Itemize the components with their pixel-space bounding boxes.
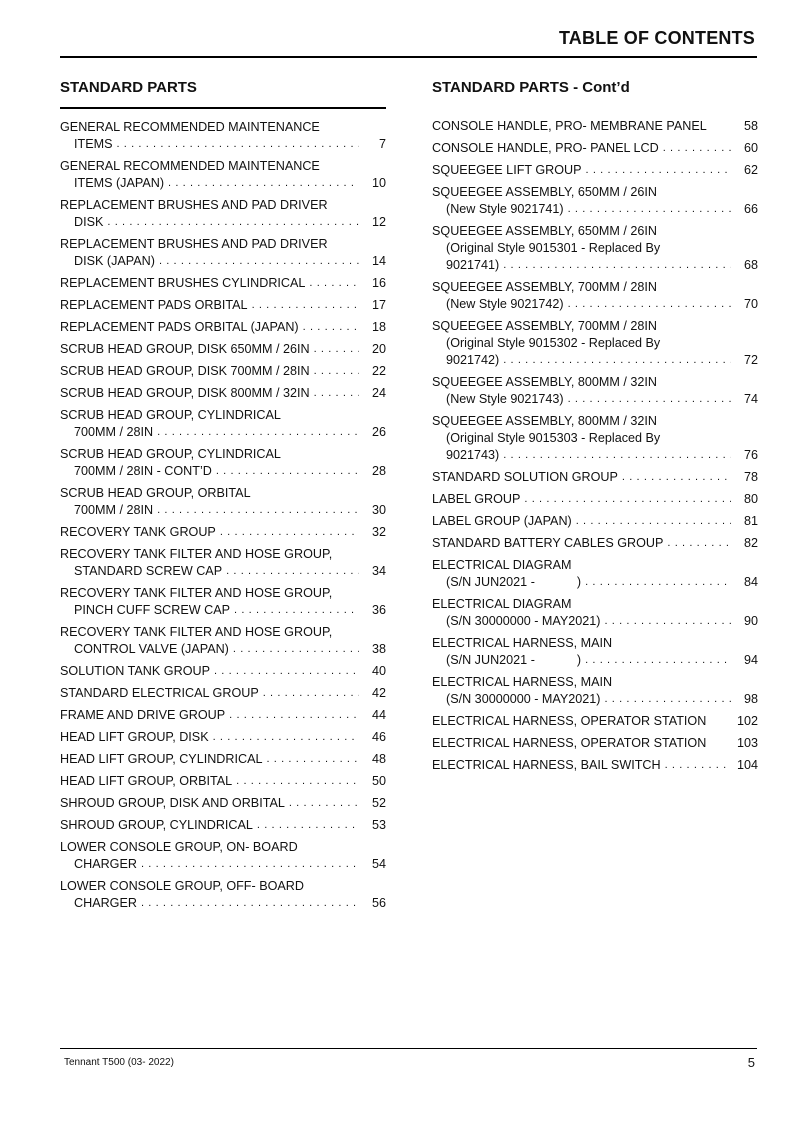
toc-entry[interactable] xyxy=(432,162,758,179)
toc-entry-title: SCRUB HEAD GROUP, DISK 700MM / 28IN xyxy=(60,364,310,378)
toc-entry-line xyxy=(432,757,758,774)
toc-entry-title: ELECTRICAL HARNESS, BAIL SWITCH xyxy=(432,758,661,772)
toc-page-number: 94 xyxy=(743,653,758,667)
toc-entry-line xyxy=(60,502,386,519)
toc-entry[interactable] xyxy=(60,795,386,812)
toc-entry-title: (New Style 9021742) xyxy=(446,297,564,311)
toc-entry[interactable] xyxy=(60,363,386,380)
toc-entry-line xyxy=(60,253,386,270)
dot-leader xyxy=(234,604,359,616)
toc-entry[interactable] xyxy=(60,773,386,790)
toc-entry-title: (Original Style 9015302 - Replaced By xyxy=(446,336,661,350)
toc-page-number: 30 xyxy=(371,503,386,517)
toc-entry-title: (New Style 9021741) xyxy=(446,202,564,216)
dot-leader xyxy=(576,515,731,527)
toc-entry[interactable] xyxy=(60,624,386,658)
toc-entry-title: 9021741) xyxy=(446,258,500,272)
toc-entry-line xyxy=(60,485,386,502)
toc-entry-line xyxy=(432,201,758,218)
toc-page-number: 50 xyxy=(371,774,386,788)
toc-entry-line xyxy=(432,574,758,591)
toc-entry-title: HEAD LIFT GROUP, ORBITAL xyxy=(60,774,233,788)
toc-entry[interactable] xyxy=(432,757,758,774)
dot-leader xyxy=(568,393,731,405)
toc-page-number: 98 xyxy=(743,692,758,706)
toc-entry-title: (Original Style 9015301 - Replaced By xyxy=(446,241,661,255)
toc-page-number: 104 xyxy=(736,758,758,772)
toc-entry-title: SCRUB HEAD GROUP, DISK 800MM / 32IN xyxy=(60,386,310,400)
toc-entry-line xyxy=(432,635,758,652)
toc-entry[interactable] xyxy=(432,118,758,135)
dot-leader xyxy=(314,343,359,355)
toc-page-number: 54 xyxy=(371,857,386,871)
toc-entry-line xyxy=(60,729,386,746)
toc-entry-line xyxy=(60,424,386,441)
toc-entry-line xyxy=(60,685,386,702)
toc-entry-title: CONSOLE HANDLE, PRO- PANEL LCD xyxy=(432,141,659,155)
toc-entry-line xyxy=(60,563,386,580)
dot-leader xyxy=(663,142,731,154)
toc-page-number: 34 xyxy=(371,564,386,578)
toc-entry-line xyxy=(60,385,386,402)
toc-entry[interactable] xyxy=(432,184,758,218)
toc-entry[interactable] xyxy=(432,491,758,508)
toc-entry-line xyxy=(432,391,758,408)
toc-entry-title: SQUEEGEE ASSEMBLY, 700MM / 28IN xyxy=(432,319,657,333)
page-title: TABLE OF CONTENTS xyxy=(558,28,755,48)
toc-entry-line xyxy=(60,663,386,680)
toc-entry[interactable] xyxy=(432,596,758,630)
toc-entry-line xyxy=(432,352,758,369)
toc-entry-line xyxy=(432,613,758,630)
toc-entry-title: DISK (JAPAN) xyxy=(74,254,155,268)
toc-entry-line xyxy=(60,624,386,641)
dot-leader xyxy=(229,709,359,721)
toc-entry-title: SQUEEGEE ASSEMBLY, 800MM / 32IN xyxy=(432,375,657,389)
toc-page-number: 81 xyxy=(743,514,758,528)
toc-entry-line xyxy=(432,513,758,530)
toc-entry-title: (S/N JUN2021 - ) xyxy=(446,653,582,667)
toc-entry[interactable] xyxy=(432,557,758,591)
toc-entry[interactable] xyxy=(432,413,758,464)
toc-entry-title: LOWER CONSOLE GROUP, ON- BOARD xyxy=(60,840,298,854)
toc-entry-title: SQUEEGEE LIFT GROUP xyxy=(432,163,582,177)
toc-entry-line xyxy=(432,735,758,752)
toc-entry-title: ELECTRICAL HARNESS, MAIN xyxy=(432,675,613,689)
toc-entry[interactable] xyxy=(60,158,386,192)
toc-page-number: 24 xyxy=(371,386,386,400)
toc-entry-line xyxy=(432,491,758,508)
section-heading: STANDARD PARTS - Cont’d xyxy=(432,79,630,96)
toc-page-number: 32 xyxy=(371,525,386,539)
toc-page-number: 36 xyxy=(371,603,386,617)
toc-entry[interactable] xyxy=(60,878,386,912)
toc-entry-title: RECOVERY TANK FILTER AND HOSE GROUP, xyxy=(60,625,333,639)
toc-entry[interactable] xyxy=(432,279,758,313)
toc-entry-line xyxy=(60,707,386,724)
toc-entry[interactable] xyxy=(432,140,758,157)
toc-page-number: 70 xyxy=(743,297,758,311)
toc-entry-title: 9021742) xyxy=(446,353,500,367)
toc-entry-line xyxy=(60,236,386,253)
toc-page-number: 48 xyxy=(371,752,386,766)
toc-entry[interactable] xyxy=(60,729,386,746)
toc-entry[interactable] xyxy=(432,513,758,530)
toc-entry-line xyxy=(60,214,386,231)
toc-page-number: 14 xyxy=(371,254,386,268)
toc-entry-title: (New Style 9021743) xyxy=(446,392,564,406)
toc-page-number: 46 xyxy=(371,730,386,744)
toc-entry-title: ELECTRICAL HARNESS, OPERATOR STATION xyxy=(432,736,707,750)
toc-entry-line xyxy=(432,469,758,486)
toc-entry-line xyxy=(60,795,386,812)
dot-leader xyxy=(309,277,359,289)
dot-leader xyxy=(503,354,731,366)
dot-leader xyxy=(303,321,359,333)
toc-entry[interactable] xyxy=(60,119,386,153)
section-rule xyxy=(60,107,386,109)
toc-entry-line xyxy=(432,118,758,135)
dot-leader xyxy=(266,753,359,765)
toc-page-number: 26 xyxy=(371,425,386,439)
toc-entry-line xyxy=(60,446,386,463)
dot-leader xyxy=(252,299,359,311)
toc-entry-line xyxy=(60,773,386,790)
dot-leader xyxy=(622,471,731,483)
toc-entry-line xyxy=(60,856,386,873)
dot-leader xyxy=(665,759,731,771)
toc-entry-title: ITEMS (JAPAN) xyxy=(74,176,165,190)
toc-entry-line xyxy=(432,140,758,157)
toc-entry-title: SCRUB HEAD GROUP, ORBITAL xyxy=(60,486,251,500)
toc-entry[interactable] xyxy=(60,446,386,480)
toc-entry-title: RECOVERY TANK FILTER AND HOSE GROUP, xyxy=(60,547,333,561)
dot-leader xyxy=(107,216,359,228)
toc-entry-title: REPLACEMENT PADS ORBITAL xyxy=(60,298,248,312)
toc-entry-title: SQUEEGEE ASSEMBLY, 700MM / 28IN xyxy=(432,280,657,294)
dot-leader xyxy=(233,643,359,655)
toc-entry[interactable] xyxy=(60,751,386,768)
toc-entry-title: ELECTRICAL HARNESS, OPERATOR STATION xyxy=(432,714,707,728)
toc-entry-title: REPLACEMENT BRUSHES AND PAD DRIVER xyxy=(60,237,328,251)
toc-entry-line xyxy=(432,557,758,574)
toc-entry-title: STANDARD ELECTRICAL GROUP xyxy=(60,686,259,700)
toc-entry-title: (Original Style 9015303 - Replaced By xyxy=(446,431,661,445)
toc-entry[interactable] xyxy=(60,275,386,292)
toc-list-left xyxy=(60,119,386,912)
toc-page-number: 62 xyxy=(743,163,758,177)
toc-page-number: 20 xyxy=(371,342,386,356)
toc-entry-line xyxy=(432,162,758,179)
toc-entry-line xyxy=(60,895,386,912)
toc-entry-line xyxy=(432,674,758,691)
toc-entry-title: SOLUTION TANK GROUP xyxy=(60,664,210,678)
dot-leader xyxy=(604,693,731,705)
toc-page-number: 66 xyxy=(743,202,758,216)
toc-entry[interactable] xyxy=(60,839,386,873)
toc-entry-title: 700MM / 28IN xyxy=(74,425,154,439)
toc-entry-title: RECOVERY TANK FILTER AND HOSE GROUP, xyxy=(60,586,333,600)
toc-entry-title: ELECTRICAL DIAGRAM xyxy=(432,558,572,572)
toc-entry[interactable] xyxy=(432,535,758,552)
toc-entry-title: SCRUB HEAD GROUP, DISK 650MM / 26IN xyxy=(60,342,310,356)
toc-page-number: 38 xyxy=(371,642,386,656)
toc-entry-title: REPLACEMENT BRUSHES CYLINDRICAL xyxy=(60,276,306,290)
dot-leader xyxy=(141,858,359,870)
toc-entry[interactable] xyxy=(432,223,758,274)
toc-entry-title: ELECTRICAL DIAGRAM xyxy=(432,597,572,611)
toc-entry-line xyxy=(432,223,758,240)
toc-page-number: 103 xyxy=(736,736,758,750)
dot-leader xyxy=(568,203,731,215)
toc-entry-title: REPLACEMENT BRUSHES AND PAD DRIVER xyxy=(60,198,328,212)
toc-entry-title: SQUEEGEE ASSEMBLY, 800MM / 32IN xyxy=(432,414,657,428)
left-column xyxy=(60,78,386,917)
dot-leader xyxy=(503,449,731,461)
toc-entry-line xyxy=(432,296,758,313)
section-heading: STANDARD PARTS xyxy=(60,79,197,96)
toc-page-number: 22 xyxy=(371,364,386,378)
toc-entry[interactable] xyxy=(60,197,386,231)
toc-entry-title: GENERAL RECOMMENDED MAINTENANCE xyxy=(60,159,320,173)
toc-page-number: 90 xyxy=(743,614,758,628)
toc-page-number: 80 xyxy=(743,492,758,506)
dot-leader xyxy=(216,465,359,477)
dot-leader xyxy=(168,177,359,189)
dot-leader xyxy=(585,654,731,666)
toc-entry-line xyxy=(432,447,758,464)
toc-entry-title: DISK xyxy=(74,215,104,229)
toc-page-number: 16 xyxy=(371,276,386,290)
toc-entry-title: 700MM / 28IN xyxy=(74,503,154,517)
toc-entry-title: LOWER CONSOLE GROUP, OFF- BOARD xyxy=(60,879,304,893)
dot-leader xyxy=(214,665,359,677)
toc-entry-title: CONTROL VALVE (JAPAN) xyxy=(74,642,229,656)
toc-entry[interactable] xyxy=(60,707,386,724)
toc-entry-title: CHARGER xyxy=(74,857,137,871)
toc-page-number: 102 xyxy=(736,714,758,728)
toc-page-number: 44 xyxy=(371,708,386,722)
toc-entry-title: REPLACEMENT PADS ORBITAL (JAPAN) xyxy=(60,320,299,334)
toc-entry[interactable] xyxy=(432,674,758,708)
toc-entry-title: SHROUD GROUP, CYLINDRICAL xyxy=(60,818,253,832)
toc-entry-title: STANDARD SOLUTION GROUP xyxy=(432,470,618,484)
toc-entry-line xyxy=(60,751,386,768)
toc-entry[interactable] xyxy=(432,374,758,408)
dot-leader xyxy=(226,565,359,577)
toc-entry[interactable] xyxy=(60,685,386,702)
toc-page-number: 82 xyxy=(743,536,758,550)
toc-entry-line xyxy=(60,407,386,424)
toc-entry-line xyxy=(60,158,386,175)
toc-entry-title: (S/N JUN2021 - ) xyxy=(446,575,582,589)
dot-leader xyxy=(524,493,731,505)
toc-entry-line xyxy=(432,374,758,391)
toc-entry-line xyxy=(60,602,386,619)
toc-entry-line xyxy=(60,463,386,480)
toc-entry-title: STANDARD BATTERY CABLES GROUP xyxy=(432,536,664,550)
toc-page-number: 18 xyxy=(371,320,386,334)
toc-entry[interactable] xyxy=(60,524,386,541)
dot-leader xyxy=(157,504,359,516)
toc-list-right xyxy=(432,118,758,774)
footer-page-number: 5 xyxy=(747,1055,755,1070)
toc-page-number: 40 xyxy=(371,664,386,678)
toc-entry-title: 9021743) xyxy=(446,448,500,462)
toc-page-number: 17 xyxy=(371,298,386,312)
toc-page-number: 74 xyxy=(743,392,758,406)
toc-entry-title: SQUEEGEE ASSEMBLY, 650MM / 26IN xyxy=(432,185,657,199)
toc-entry-title: CHARGER xyxy=(74,896,137,910)
toc-page-number: 76 xyxy=(743,448,758,462)
toc-entry[interactable] xyxy=(60,236,386,270)
toc-entry-line xyxy=(60,175,386,192)
dot-leader xyxy=(159,255,359,267)
toc-entry[interactable] xyxy=(60,341,386,358)
toc-page-number: 60 xyxy=(743,141,758,155)
toc-entry[interactable] xyxy=(432,735,758,752)
footer-rule xyxy=(60,1048,757,1049)
toc-entry-title: GENERAL RECOMMENDED MAINTENANCE xyxy=(60,120,320,134)
toc-entry-line xyxy=(60,878,386,895)
toc-entry[interactable] xyxy=(60,585,386,619)
toc-page-number: 53 xyxy=(371,818,386,832)
toc-entry-title: SQUEEGEE ASSEMBLY, 650MM / 26IN xyxy=(432,224,657,238)
toc-entry-line xyxy=(60,585,386,602)
toc-entry-title: LABEL GROUP (JAPAN) xyxy=(432,514,572,528)
toc-entry-line xyxy=(432,713,758,730)
footer-doc-id: Tennant T500 (03- 2022) xyxy=(64,1057,174,1068)
dot-leader xyxy=(585,576,731,588)
toc-entry-line xyxy=(432,184,758,201)
toc-entry-title: (S/N 30000000 - MAY2021) xyxy=(446,692,601,706)
toc-entry-line xyxy=(432,318,758,335)
dot-leader xyxy=(503,259,731,271)
toc-entry[interactable] xyxy=(60,546,386,580)
dot-leader xyxy=(586,164,731,176)
toc-entry-line xyxy=(60,197,386,214)
toc-entry-title: (S/N 30000000 - MAY2021) xyxy=(446,614,601,628)
toc-entry[interactable] xyxy=(60,817,386,834)
dot-leader xyxy=(604,615,731,627)
toc-entry-line xyxy=(432,413,758,430)
toc-entry-title: STANDARD SCREW CAP xyxy=(74,564,223,578)
toc-entry-title: ITEMS xyxy=(74,137,113,151)
toc-entry-title: RECOVERY TANK GROUP xyxy=(60,525,216,539)
toc-entry-line xyxy=(432,691,758,708)
dot-leader xyxy=(141,897,359,909)
toc-entry[interactable] xyxy=(60,407,386,441)
toc-entry-line xyxy=(60,297,386,314)
dot-leader xyxy=(314,365,359,377)
toc-entry[interactable] xyxy=(60,485,386,519)
toc-entry-title: CONSOLE HANDLE, PRO- MEMBRANE PANEL xyxy=(432,119,707,133)
toc-entry-title: HEAD LIFT GROUP, DISK xyxy=(60,730,209,744)
toc-entry[interactable] xyxy=(432,318,758,369)
toc-entry-title: PINCH CUFF SCREW CAP xyxy=(74,603,231,617)
dot-leader xyxy=(314,387,359,399)
toc-entry-line xyxy=(60,839,386,856)
toc-page-number: 56 xyxy=(371,896,386,910)
toc-entry-title: SCRUB HEAD GROUP, CYLINDRICAL xyxy=(60,447,281,461)
toc-page-number: 28 xyxy=(371,464,386,478)
toc-entry-line xyxy=(60,119,386,136)
toc-page-number: 12 xyxy=(371,215,386,229)
toc-entry-line xyxy=(60,363,386,380)
toc-page-number: 10 xyxy=(371,176,386,190)
dot-leader xyxy=(236,775,359,787)
toc-page-number: 58 xyxy=(743,119,758,133)
header-rule xyxy=(60,56,757,58)
toc-page-number: 78 xyxy=(743,470,758,484)
toc-page-number: 52 xyxy=(371,796,386,810)
toc-entry-line xyxy=(60,136,386,153)
toc-entry-title: HEAD LIFT GROUP, CYLINDRICAL xyxy=(60,752,263,766)
toc-entry-title: SCRUB HEAD GROUP, CYLINDRICAL xyxy=(60,408,281,422)
dot-leader xyxy=(289,797,359,809)
toc-entry-line xyxy=(60,341,386,358)
toc-entry-line xyxy=(432,430,758,447)
toc-entry[interactable] xyxy=(432,713,758,730)
dot-leader xyxy=(157,426,359,438)
toc-entry[interactable] xyxy=(60,385,386,402)
toc-entry-title: 700MM / 28IN - CONT’D xyxy=(74,464,212,478)
toc-entry-line xyxy=(432,652,758,669)
toc-entry-line xyxy=(60,546,386,563)
toc-entry[interactable] xyxy=(60,663,386,680)
toc-entry-line xyxy=(60,319,386,336)
toc-page-number: 84 xyxy=(743,575,758,589)
toc-entry-line xyxy=(432,240,758,257)
right-column xyxy=(432,78,758,779)
toc-entry-line xyxy=(432,535,758,552)
toc-entry-line xyxy=(60,524,386,541)
toc-entry-line xyxy=(60,817,386,834)
toc-page-number: 7 xyxy=(378,137,386,151)
toc-entry-line xyxy=(60,275,386,292)
toc-entry-line xyxy=(432,596,758,613)
toc-entry[interactable] xyxy=(432,635,758,669)
toc-entry-title: FRAME AND DRIVE GROUP xyxy=(60,708,226,722)
toc-entry[interactable] xyxy=(60,297,386,314)
toc-entry-line xyxy=(60,641,386,658)
toc-entry[interactable] xyxy=(60,319,386,336)
dot-leader xyxy=(568,298,731,310)
toc-entry-line xyxy=(432,257,758,274)
toc-entry-title: ELECTRICAL HARNESS, MAIN xyxy=(432,636,613,650)
dot-leader xyxy=(667,537,731,549)
toc-entry-line xyxy=(432,279,758,296)
dot-leader xyxy=(257,819,359,831)
dot-leader xyxy=(116,138,359,150)
toc-page-number: 42 xyxy=(371,686,386,700)
toc-page-number: 68 xyxy=(743,258,758,272)
toc-entry-title: SHROUD GROUP, DISK AND ORBITAL xyxy=(60,796,285,810)
dot-leader xyxy=(213,731,359,743)
toc-entry[interactable] xyxy=(432,469,758,486)
dot-leader xyxy=(220,526,359,538)
toc-entry-line xyxy=(432,335,758,352)
toc-page-number: 72 xyxy=(743,353,758,367)
toc-entry-title: LABEL GROUP xyxy=(432,492,521,506)
dot-leader xyxy=(263,687,359,699)
